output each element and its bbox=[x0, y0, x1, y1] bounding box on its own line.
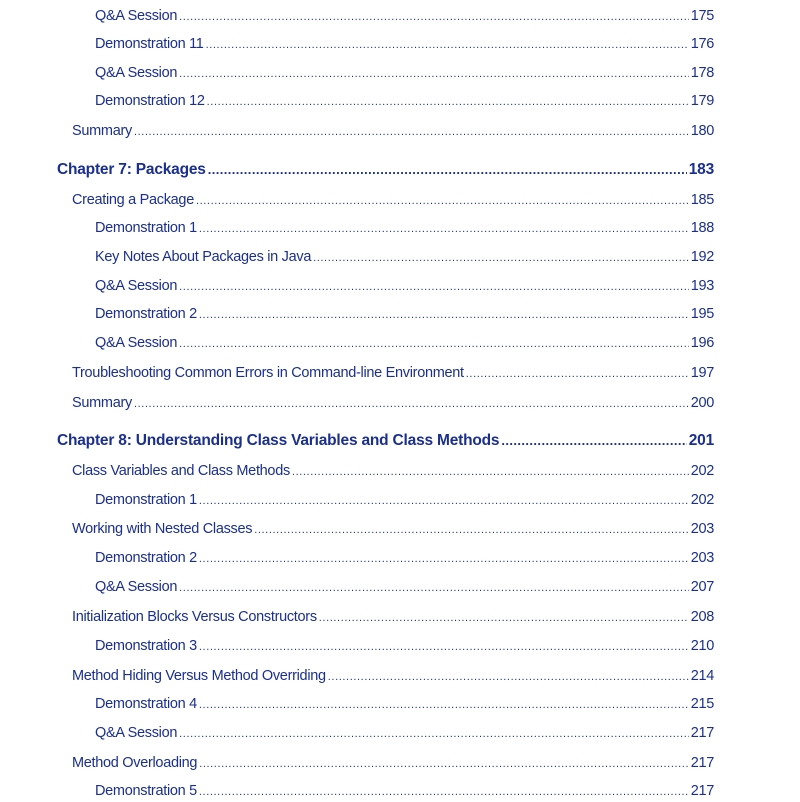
toc-page-number: 193 bbox=[690, 278, 714, 294]
dot-leader bbox=[179, 578, 689, 598]
dot-leader bbox=[134, 122, 689, 142]
toc-page-number: 188 bbox=[690, 220, 714, 236]
toc-page-number: 215 bbox=[690, 696, 714, 712]
toc-entry-label: Q&A Session bbox=[95, 335, 178, 351]
toc-entry-label: Demonstration 12 bbox=[95, 93, 205, 109]
toc-entry-method-overloading[interactable] bbox=[72, 753, 714, 773]
dot-leader bbox=[292, 462, 689, 482]
dot-leader bbox=[179, 277, 689, 297]
toc-page-number: 196 bbox=[690, 335, 714, 351]
toc-page-number: 201 bbox=[688, 432, 714, 449]
toc-entry-label: Demonstration 1 bbox=[95, 220, 197, 236]
toc-entry-label: Demonstration 5 bbox=[95, 783, 197, 799]
dot-leader bbox=[179, 724, 689, 744]
toc-entry-label: Demonstration 3 bbox=[95, 638, 197, 654]
toc-entry-demonstration-2[interactable] bbox=[95, 304, 714, 324]
toc-entry-qa-session[interactable] bbox=[95, 333, 714, 353]
toc-entry-demonstration-3[interactable] bbox=[95, 636, 714, 656]
toc-page-number: 180 bbox=[690, 123, 714, 139]
toc-chapter-label: Chapter 7: Packages bbox=[57, 161, 206, 178]
toc-entry-label: Initialization Blocks Versus Constructors bbox=[72, 609, 317, 625]
dot-leader bbox=[206, 35, 689, 55]
toc-entry-demonstration-1[interactable] bbox=[95, 490, 714, 510]
toc-page-number: 214 bbox=[690, 668, 714, 684]
toc-entry-key-notes-packages[interactable] bbox=[95, 247, 714, 267]
toc-entry-demonstration-5[interactable] bbox=[95, 781, 714, 801]
toc-chapter-label: Chapter 8: Understanding Class Variables and Class Methods bbox=[57, 432, 500, 449]
dot-leader bbox=[179, 334, 689, 354]
toc-page-number: 217 bbox=[690, 783, 714, 799]
dot-leader bbox=[199, 754, 689, 774]
dot-leader bbox=[319, 608, 689, 628]
dot-leader bbox=[199, 549, 689, 569]
toc-entry-label: Demonstration 2 bbox=[95, 306, 197, 322]
toc-entry-label: Method Overloading bbox=[72, 755, 198, 771]
toc-page-number: 176 bbox=[690, 36, 714, 52]
toc-entry-nested-classes[interactable] bbox=[72, 519, 714, 539]
toc-entry-label: Demonstration 4 bbox=[95, 696, 197, 712]
toc-page-number: 178 bbox=[690, 65, 714, 81]
toc-entry-label: Troubleshooting Common Errors in Command-line Environment bbox=[72, 365, 464, 381]
toc-page-number: 195 bbox=[690, 306, 714, 322]
toc-entry-label: Method Hiding Versus Method Overriding bbox=[72, 668, 326, 684]
toc-entry-label: Demonstration 1 bbox=[95, 492, 197, 508]
toc-entry-label: Demonstration 11 bbox=[95, 36, 204, 52]
toc-page-number: 197 bbox=[690, 365, 714, 381]
dot-leader bbox=[199, 305, 689, 325]
toc-entry-qa-session[interactable] bbox=[95, 63, 714, 83]
toc-page-number: 202 bbox=[690, 463, 714, 479]
toc-page-number: 200 bbox=[690, 395, 714, 411]
toc-entry-qa-session[interactable] bbox=[95, 276, 714, 296]
dot-leader bbox=[196, 191, 689, 211]
toc-page-number: 208 bbox=[690, 609, 714, 625]
toc-entry-demonstration-11[interactable] bbox=[95, 34, 714, 54]
toc-entry-label: Creating a Package bbox=[72, 192, 194, 208]
toc-entry-creating-a-package[interactable] bbox=[72, 190, 714, 210]
dot-leader bbox=[328, 667, 689, 687]
dot-leader bbox=[207, 92, 689, 112]
dot-leader bbox=[134, 394, 689, 414]
toc-entry-initialization-blocks[interactable] bbox=[72, 607, 714, 627]
toc-entry-troubleshooting[interactable] bbox=[72, 363, 714, 383]
toc-page-number: 203 bbox=[690, 550, 714, 566]
dot-leader bbox=[199, 782, 689, 802]
toc-page-number: 217 bbox=[690, 755, 714, 771]
toc-entry-label: Q&A Session bbox=[95, 278, 178, 294]
toc-page-number: 210 bbox=[690, 638, 714, 654]
toc-page-number: 192 bbox=[690, 249, 714, 265]
toc-page-number: 217 bbox=[690, 725, 714, 741]
toc-entry-summary[interactable] bbox=[72, 121, 714, 141]
dot-leader bbox=[179, 64, 689, 84]
dot-leader bbox=[208, 160, 687, 180]
dot-leader bbox=[466, 364, 689, 384]
toc-chapter-8-class-variables[interactable] bbox=[57, 431, 714, 451]
toc-entry-demonstration-4[interactable] bbox=[95, 694, 714, 714]
toc-entry-label: Summary bbox=[72, 123, 132, 139]
toc-entry-qa-session[interactable] bbox=[95, 6, 714, 26]
toc-entry-demonstration-1[interactable] bbox=[95, 218, 714, 238]
toc-entry-method-hiding[interactable] bbox=[72, 666, 714, 686]
dot-leader bbox=[199, 219, 689, 239]
dot-leader bbox=[199, 637, 689, 657]
toc-page-number: 179 bbox=[690, 93, 714, 109]
toc-page-number: 185 bbox=[690, 192, 714, 208]
toc-page-number: 183 bbox=[688, 161, 714, 178]
toc-entry-label: Q&A Session bbox=[95, 65, 178, 81]
toc-page-number: 175 bbox=[690, 8, 714, 24]
toc-entry-label: Demonstration 2 bbox=[95, 550, 197, 566]
toc-entry-qa-session[interactable] bbox=[95, 577, 714, 597]
toc-page-number: 203 bbox=[690, 521, 714, 537]
toc-entry-label: Key Notes About Packages in Java bbox=[95, 249, 312, 265]
toc-entry-summary[interactable] bbox=[72, 393, 714, 413]
toc-entry-qa-session[interactable] bbox=[95, 723, 714, 743]
toc-entry-label: Q&A Session bbox=[95, 579, 178, 595]
toc-entry-demonstration-2[interactable] bbox=[95, 548, 714, 568]
toc-entry-label: Class Variables and Class Methods bbox=[72, 463, 290, 479]
toc-entry-class-variables-methods[interactable] bbox=[72, 461, 714, 481]
dot-leader bbox=[199, 695, 689, 715]
dot-leader bbox=[179, 7, 689, 27]
toc-entry-label: Working with Nested Classes bbox=[72, 521, 253, 537]
toc-page-number: 207 bbox=[690, 579, 714, 595]
toc-page-number: 202 bbox=[690, 492, 714, 508]
dot-leader bbox=[501, 431, 686, 451]
toc-chapter-7-packages[interactable] bbox=[57, 160, 714, 180]
toc-entry-label: Q&A Session bbox=[95, 725, 178, 741]
dot-leader bbox=[254, 520, 689, 540]
toc-entry-label: Q&A Session bbox=[95, 8, 178, 24]
dot-leader bbox=[313, 248, 689, 268]
toc-entry-label: Summary bbox=[72, 395, 132, 411]
toc-entry-demonstration-12[interactable] bbox=[95, 91, 714, 111]
dot-leader bbox=[199, 491, 689, 511]
